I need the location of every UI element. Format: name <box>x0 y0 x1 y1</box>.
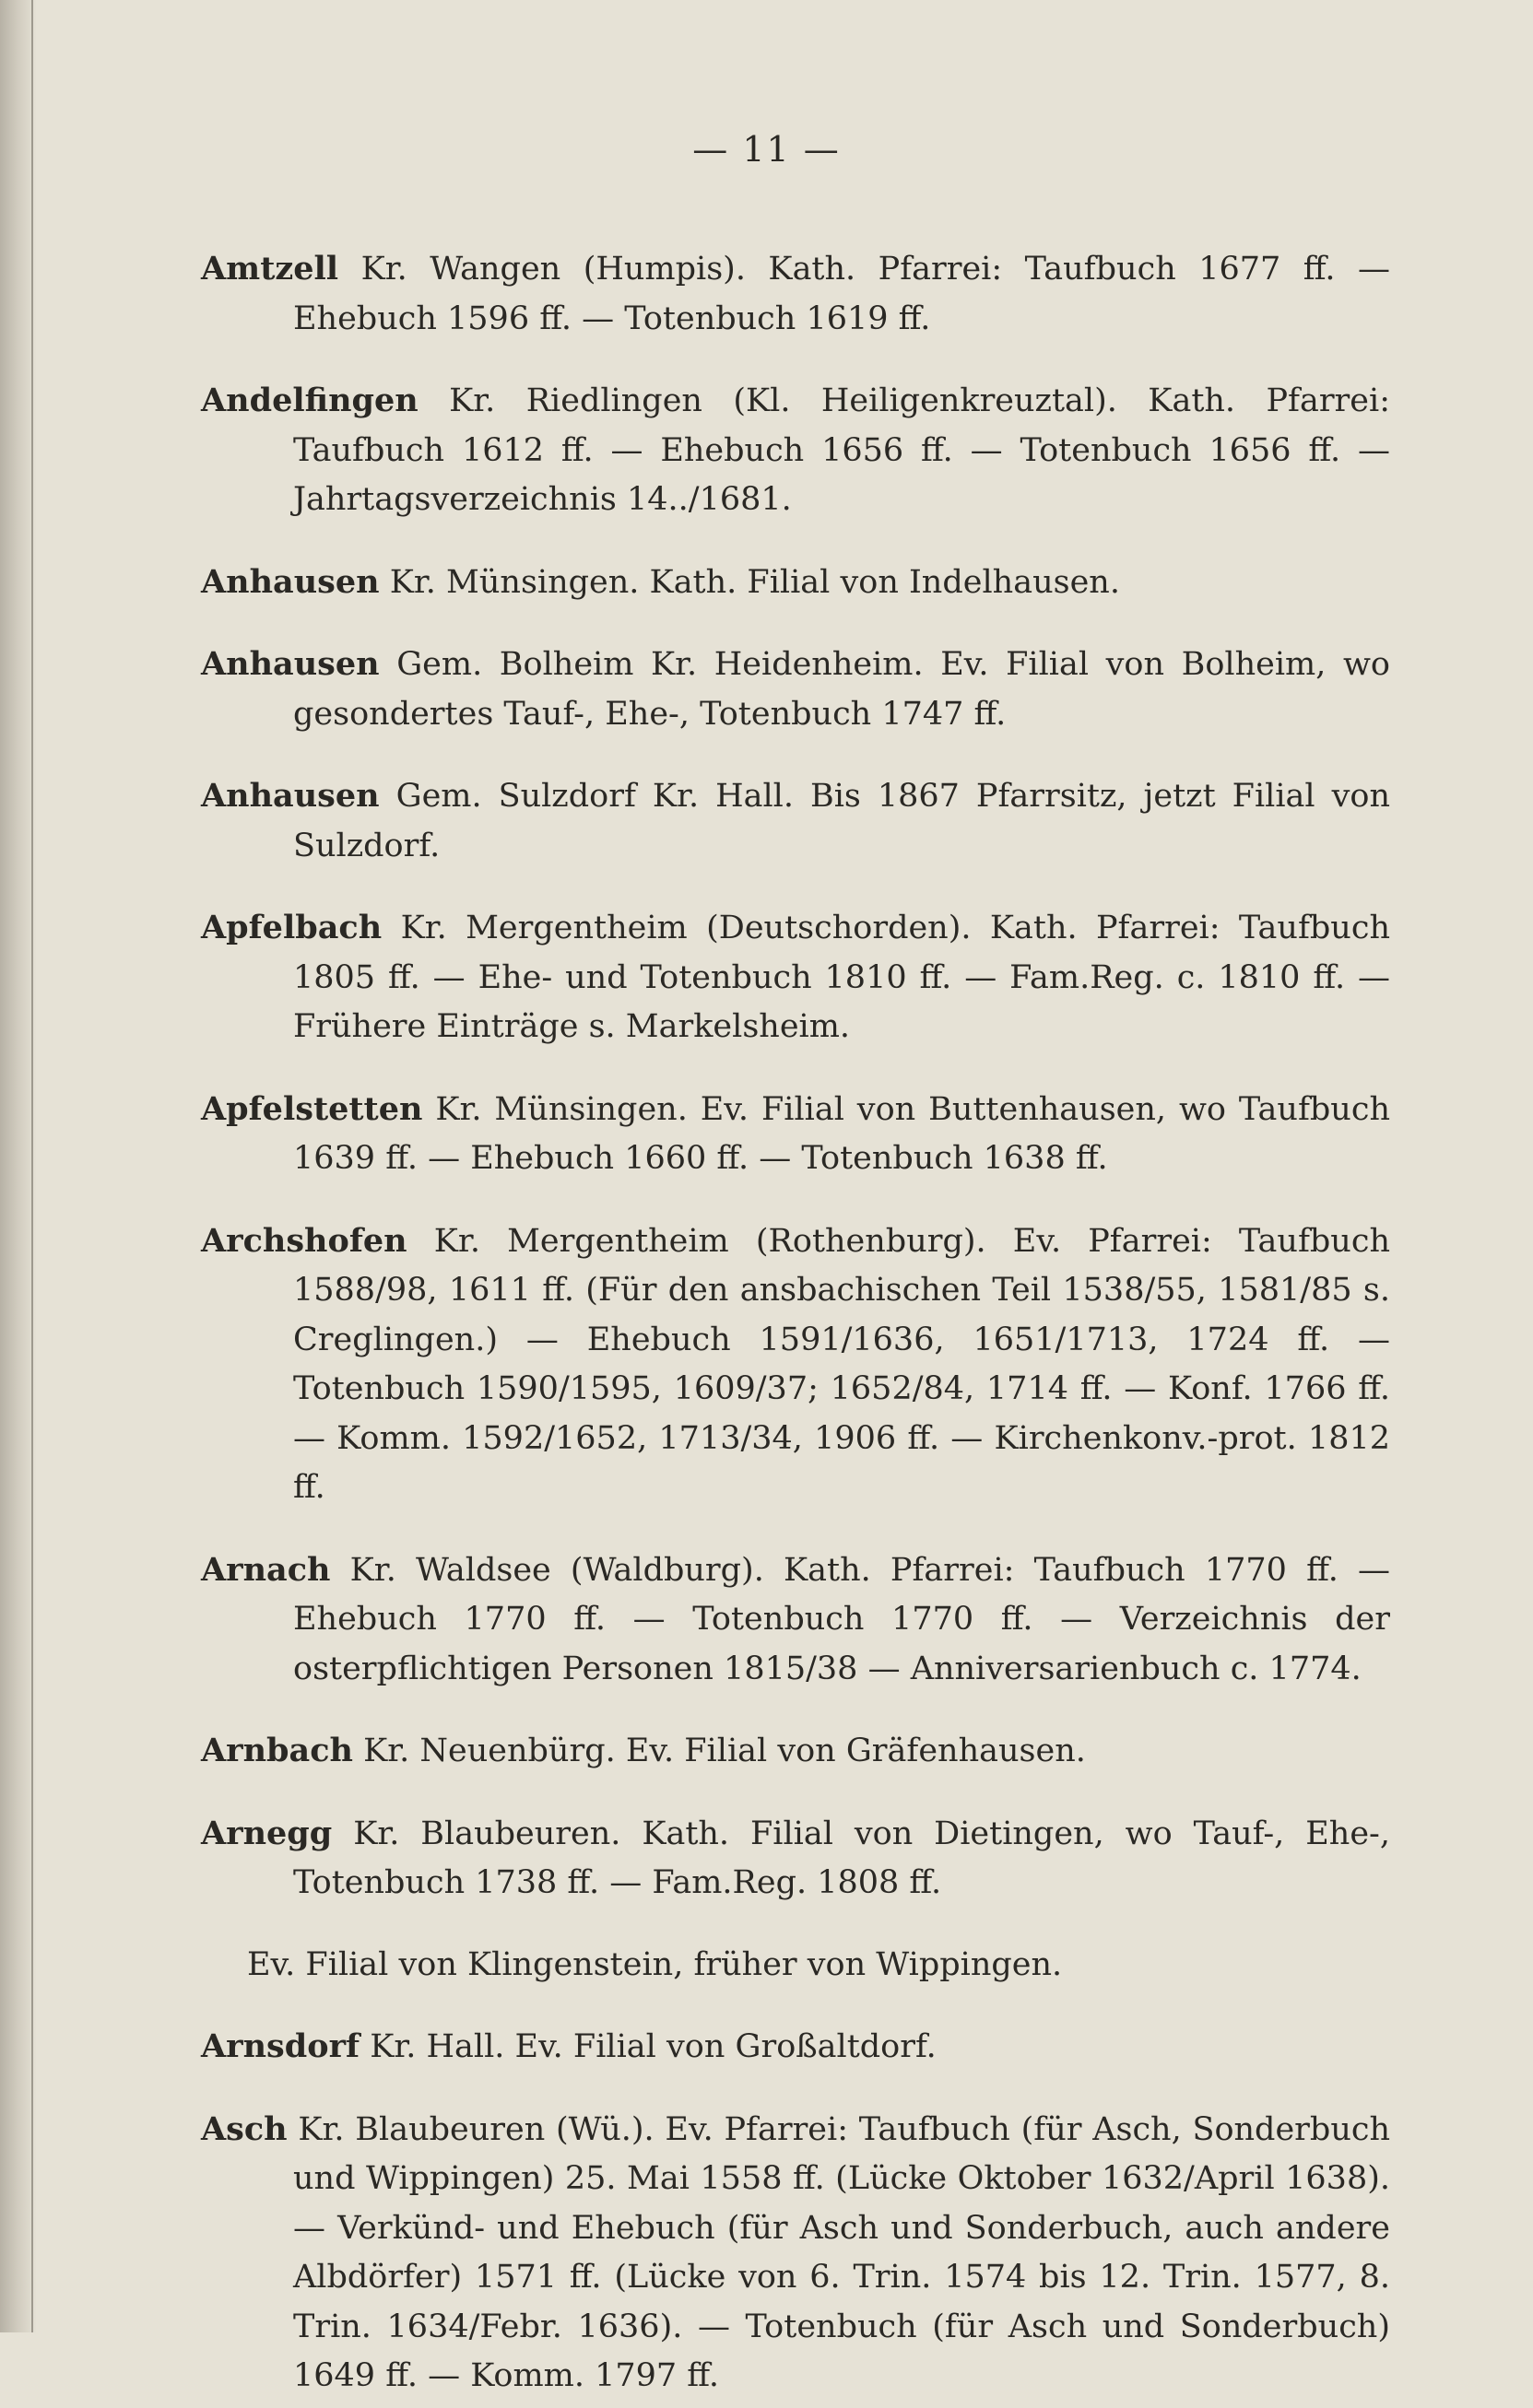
entry-asch <box>201 2105 1390 2402</box>
page-number: — 11 — <box>692 129 841 170</box>
entry-place: Arnegg <box>201 1814 333 1852</box>
entry-place: Anhausen <box>201 562 380 601</box>
entry-text: Kr. Blaubeuren (Wü.). Ev. Pfarrei: Taufbuch (für Asch, Sonderbuch und Wippingen) 25. Mai 1558 ff. (Lücke Oktober 1632/April 1638). — Verkünd- und Ehebuch (für Asch und Sonderbuch, auch andere Albdörfer) 1571 ff. (Lücke von 6. Trin. 1574 bis 12. Trin. 1577, 8. Trin. 1634/Febr. 1636). — Totenbuch (für Asch und Sonderbuch) 1649 ff. — Komm. 1797 ff. <box>293 2110 1390 2394</box>
entry-place: Arnbach <box>201 1732 353 1769</box>
entry-text: Kr. Münsingen. Kath. Filial von Indelhausen. <box>389 563 1120 601</box>
entry-archshofen <box>201 1216 1390 1513</box>
entry-arnegg-ev <box>201 1941 1390 1991</box>
entry-amtzell <box>201 244 1390 344</box>
entry-text: Kr. Mergentheim (Rothenburg). Ev. Pfarrei: Taufbuch 1588/98, 1611 ff. (Für den ansbachischen Teil 1538/55, 1581/85 s. Creglingen.) — Ehebuch 1591/1636, 1651/1713, 1724 ff. — Totenbuch 1590/1595, 1609/37; 1652/84, 1714 ff. — Konf. 1766 ff. — Komm. 1592/1652, 1713/34, 1906 ff. — Kirchenkonv.-prot. 1812 ff. <box>293 1222 1390 1506</box>
entry-place: Anhausen <box>201 645 380 683</box>
entry-anhausen-sulzdorf <box>201 771 1390 871</box>
entry-text: Kr. Hall. Ev. Filial von Großaltdorf. <box>370 2028 937 2065</box>
entry-text: Gem. Sulzdorf Kr. Hall. Bis 1867 Pfarrsitz, jetzt Filial von Sulzdorf. <box>293 778 1390 864</box>
entry-place: Arnach <box>201 1550 331 1589</box>
entry-text: Kr. Blaubeuren. Kath. Filial von Dietingen, wo Tauf-, Ehe-, Totenbuch 1738 ff. — Fam.Reg. 1808 ff. <box>293 1815 1390 1901</box>
entry-text: Kr. Münsingen. Ev. Filial von Buttenhausen, wo Taufbuch 1639 ff. — Ehebuch 1660 ff. — Totenbuch 1638 ff. <box>293 1090 1390 1177</box>
entry-place: Arnsdorf <box>201 2027 360 2065</box>
entry-list <box>201 212 1390 2408</box>
entry-text: Kr. Wangen (Humpis). Kath. Pfarrei: Taufbuch 1677 ff. — Ehebuch 1596 ff. — Totenbuch 1619 ff. <box>293 251 1390 337</box>
entry-place: Amtzell <box>201 250 339 288</box>
entry-place: Apfelbach <box>201 909 383 946</box>
entry-apfelbach <box>201 903 1390 1052</box>
entry-place: Archshofen <box>201 1221 407 1260</box>
entry-text: Kr. Waldsee (Waldburg). Kath. Pfarrei: Taufbuch 1770 ff. — Ehebuch 1770 ff. — Totenbuch 1770 ff. — Verzeichnis der osterpflichtigen Personen 1815/38 — Anniversarienbuch c. 1774. <box>293 1551 1390 1687</box>
entry-arnbach <box>201 1726 1390 1777</box>
entry-text: Kr. Mergentheim (Deutschorden). Kath. Pfarrei: Taufbuch 1805 ff. — Ehe- und Totenbuch 1810 ff. — Fam.Reg. c. 1810 ff. — Frühere Einträge s. Markelsheim. <box>293 910 1390 1045</box>
gutter-line <box>31 0 33 2332</box>
entry-place: Apfelstetten <box>201 1089 423 1128</box>
entry-apfelstetten <box>201 1085 1390 1184</box>
entry-andelfingen <box>201 376 1390 525</box>
entry-place: Anhausen <box>201 777 380 815</box>
entry-arnegg <box>201 1809 1390 1909</box>
entry-place: Asch <box>201 2109 288 2148</box>
entry-arnach <box>201 1545 1390 1695</box>
entry-text: Gem. Bolheim Kr. Heidenheim. Ev. Filial von Bolheim, wo gesondertes Tauf-, Ehe-, Totenbuch 1747 ff. <box>293 646 1390 733</box>
entry-text: Kr. Neuenbürg. Ev. Filial von Gräfenhausen. <box>363 1733 1086 1769</box>
entry-arnsdorf <box>201 2022 1390 2073</box>
entry-anhausen-bolheim <box>201 640 1390 739</box>
entry-text: Ev. Filial von Klingenstein, früher von Wippingen. <box>247 1945 1063 1983</box>
entry-anhausen-muensingen <box>201 558 1390 608</box>
entry-place: Andelfingen <box>201 382 419 419</box>
entry-text: Kr. Riedlingen (Kl. Heiligenkreuztal). Kath. Pfarrei: Taufbuch 1612 ff. — Ehebuch 1656 ff. — Totenbuch 1656 ff. — Jahrtagsverzeichnis 14../1681. <box>293 382 1390 518</box>
